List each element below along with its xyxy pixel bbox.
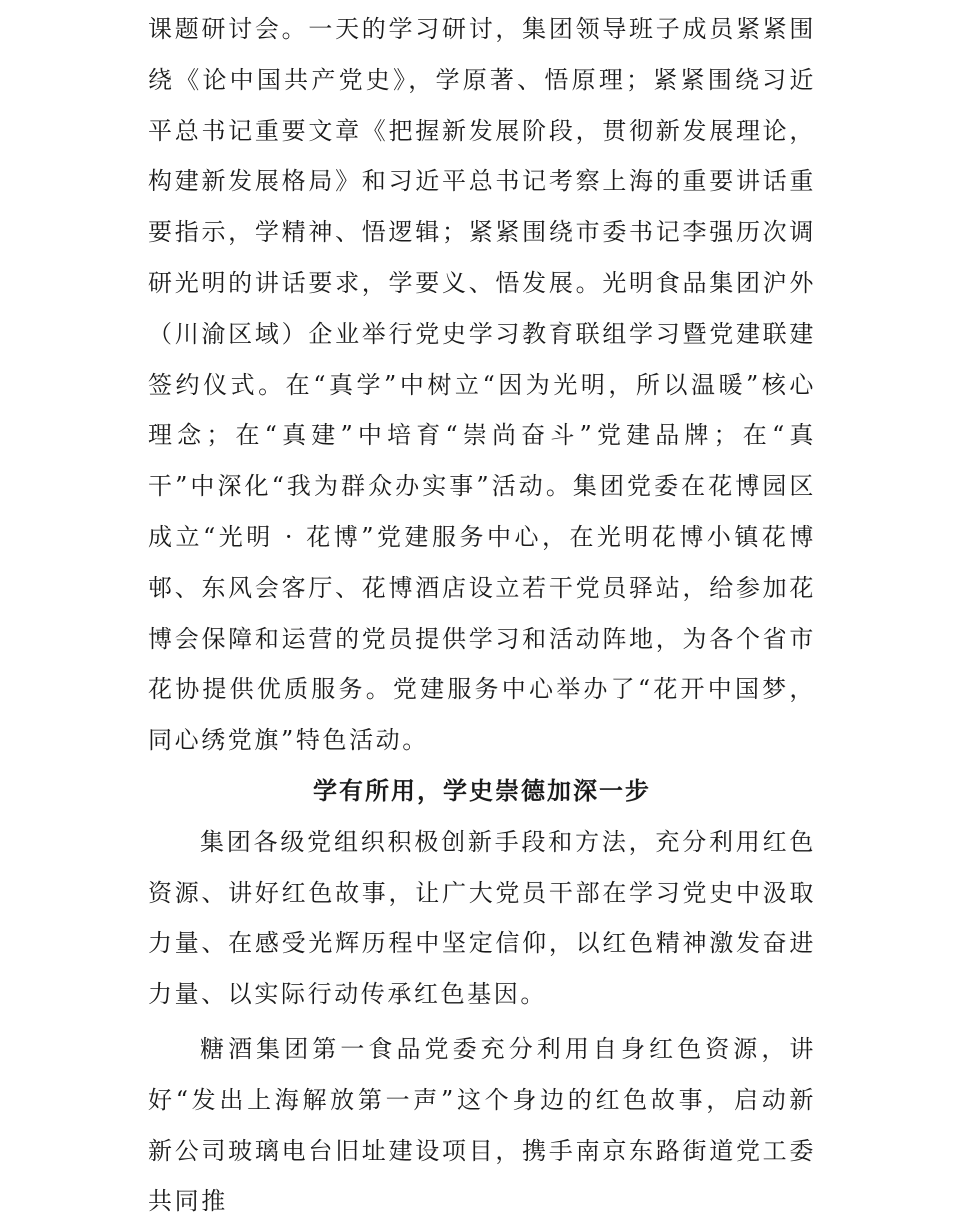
- body-paragraph-3: 糖酒集团第一食品党委充分利用自身红色资源，讲好“发出上海解放第一声”这个身边的红色故事，启动新新公司玻璃电台旧址建设项目，携手南京东路街道党工委共同推: [148, 1034, 816, 1216]
- body-paragraph-1: 课题研讨会。一天的学习研讨，集团领导班子成员紧紧围绕《论中国共产党史》，学原著、悟原理；紧紧围绕习近平总书记重要文章《把握新发展阶段，贯彻新发展理论，构建新发展格局》和习近平总书记考察上海的重要讲话重要指示，学精神、悟逻辑；紧紧围绕市委书记李强历次调研光明的讲话要求，学要义、悟发展。光明食品集团沪外（川渝区域）企业举行党史学习教育联组学习暨党建联建签约仪式。在“真学”中树立“因为光明，所以温暖”核心理念；在“真建”中培育“崇尚奋斗”党建品牌；在“真干”中深化“我为群众办实事”活动。集团党委在花博园区成立“光明 · 花博”党建服务中心，在光明花博小镇花博邨、东风会客厅、花博酒店设立若干党员驿站，给参加花博会保障和运营的党员提供学习和活动阵地，为各个省市花协提供优质服务。党建服务中心举办了“花开中国梦，同心绣党旗”特色活动。: [148, 15, 816, 755]
- body-paragraph-2: 集团各级党组织积极创新手段和方法，充分利用红色资源、讲好红色故事，让广大党员干部在学习党史中汲取力量、在感受光辉历程中坚定信仰，以红色精神激发奋进力量、以实际行动传承红色基因。: [148, 827, 816, 1009]
- document-page: [148, 4, 816, 1227]
- section-heading: 学有所用，学史崇德加深一步: [313, 776, 651, 805]
